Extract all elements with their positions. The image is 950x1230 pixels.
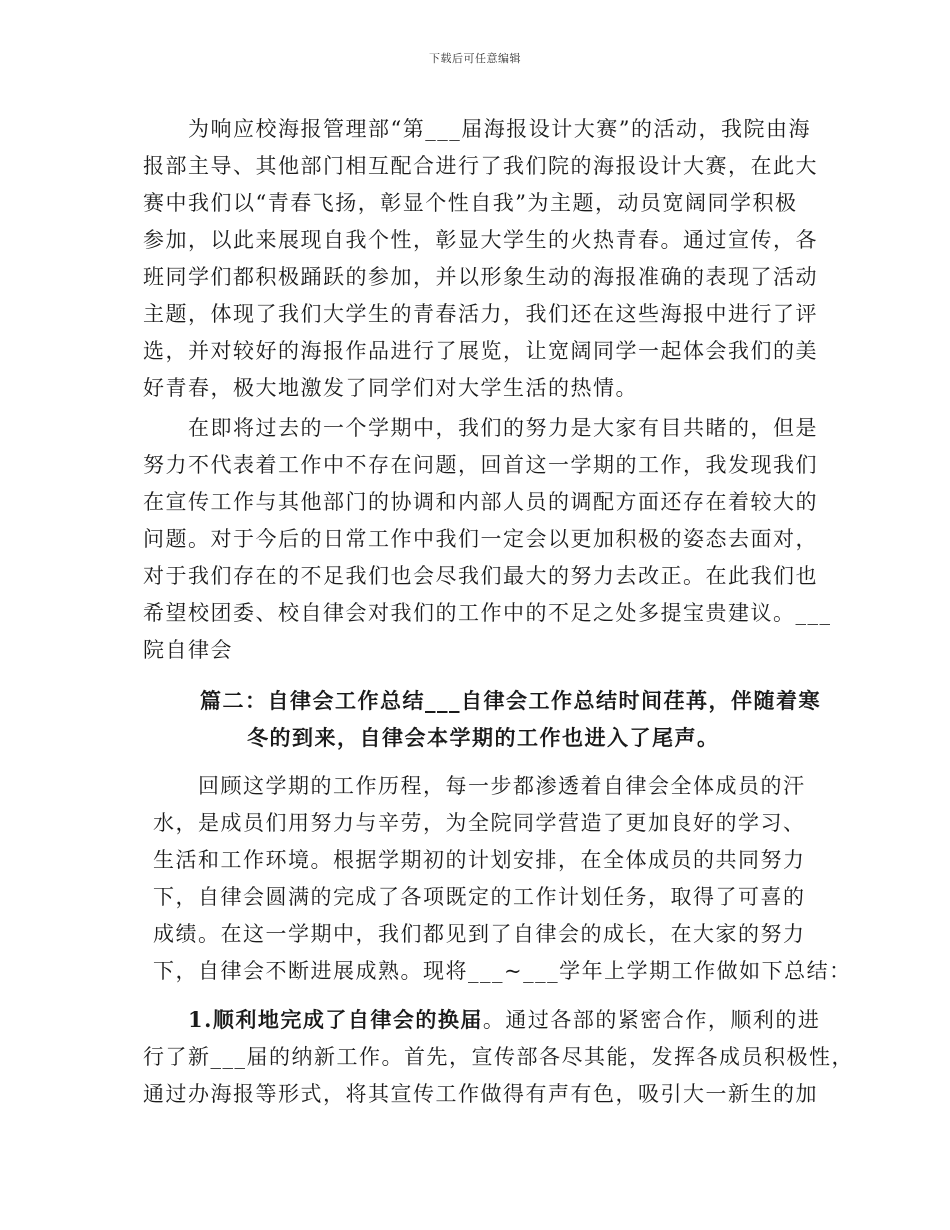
text-line: 下，自律会圆满的完成了各项既定的工作计划任务，取得了可喜的: [153, 885, 806, 909]
text-line: 行了新___届的纳新工作。首先，宣传部各尽其能，发挥各成员积极性，: [143, 1045, 854, 1069]
text-line: 水，是成员们用努力与辛劳，为全院同学营造了更加良好的学习、: [153, 811, 806, 835]
text-line: 希望校团委、校自律会对我们的工作中的不足之处多提宝贵建议。___: [143, 601, 832, 625]
text-line: 对于我们存在的不足我们也会尽我们最大的努力去改正。在此我们也: [143, 564, 818, 588]
text-line: 好青春，极大地激发了同学们对大学生活的热情。: [143, 376, 638, 400]
text-line: 回顾这学期的工作历程，每一步都渗透着自律会全体成员的汗: [198, 774, 806, 798]
section-title-line: 冬的到来，自律会本学期的工作也进入了尾声。: [247, 725, 720, 750]
text-line: 选，并对较好的海报作品进行了展览，让宽阔同学一起体会我们的美: [143, 339, 818, 363]
text-line: 成绩。在这一学期中，我们都见到了自律会的成长，在大家的努力: [153, 922, 806, 946]
text-line: 报部主导、其他部门相互配合进行了我们院的海报设计大赛，在此大: [143, 154, 818, 178]
text-line: 努力不代表着工作中不存在问题，回首这一学期的工作，我发现我们: [143, 453, 818, 477]
text-line: [188, 1004, 820, 1034]
text-line: 问题。对于今后的日常工作中我们一定会以更加积极的姿态去面对，: [143, 527, 818, 551]
text-line: 下，自律会不断进展成熟。现将___~___学年上学期工作做如下总结：: [153, 959, 852, 983]
header-note: 下载后可任意编辑: [429, 52, 521, 65]
text-line: 在宣传工作与其他部门的协调和内部人员的调配方面还存在着较大的: [143, 490, 818, 514]
text-line: 生活和工作环境。根据学期初的计划安排，在全体成员的共同努力: [153, 848, 806, 872]
text-line: 在即将过去的一个学期中，我们的努力是大家有目共睹的，但是: [188, 416, 818, 440]
section-title-line: 篇二：自律会工作总结___自律会工作总结时间荏苒，伴随着寒: [200, 688, 821, 713]
text-line: 通过办海报等形式，将其宣传工作做得有声有色，吸引大一新生的加: [143, 1082, 818, 1106]
numbered-heading: 1.顺利地完成了自律会的换届: [188, 1007, 483, 1032]
text-line: 参加，以此来展现自我个性，彰显大学生的火热青春。通过宣传，各: [143, 228, 818, 252]
text-line: 主题，体现了我们大学生的青春活力，我们还在这些海报中进行了评: [143, 302, 818, 326]
text-line: 赛中我们以“青春飞扬，彰显个性自我”为主题，动员宽阔同学积极: [143, 191, 798, 215]
text-line: 为响应校海报管理部“第___届海报设计大赛”的活动，我院由海: [188, 117, 811, 141]
text-line: 班同学们都积极踊跃的参加，并以形象生动的海报准确的表现了活动: [143, 265, 818, 289]
text-span: 。通过各部的紧密合作，顺利的进: [482, 1008, 821, 1032]
text-line: 院自律会: [143, 638, 233, 662]
